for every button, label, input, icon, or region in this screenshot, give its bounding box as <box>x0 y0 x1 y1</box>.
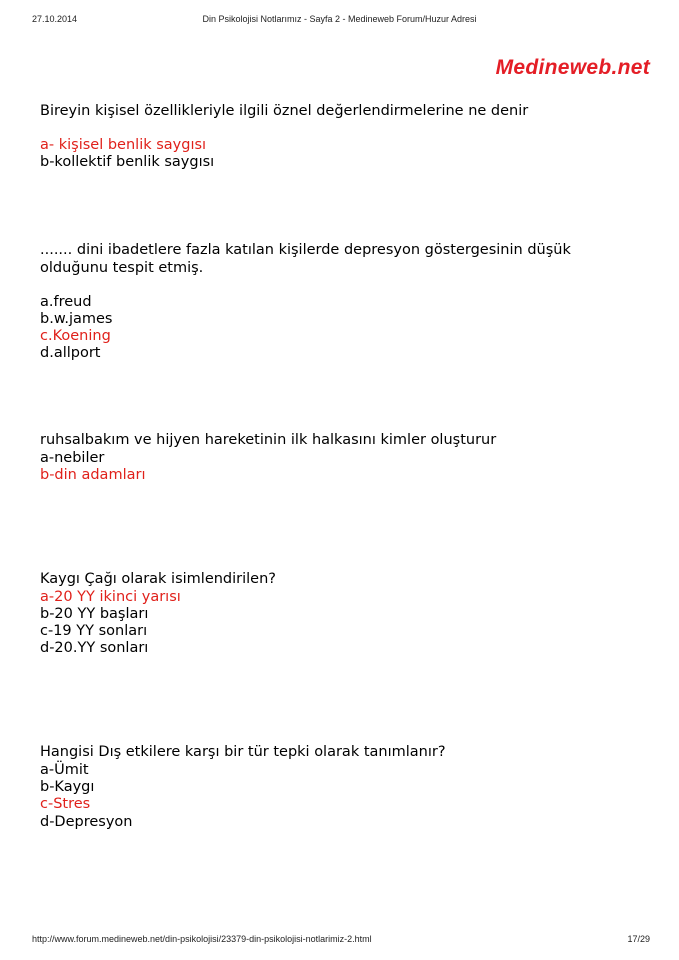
page-number: 17/29 <box>627 934 650 944</box>
question-5-option-c: c-Stres <box>40 796 91 812</box>
question-4-option-d: d-20.YY sonları <box>40 640 149 656</box>
question-2-option-c: c.Koening <box>40 328 111 344</box>
question-2-option-b: b.w.james <box>40 311 113 327</box>
question-5-prompt: Hangisi Dış etkilere karşı bir tür tepki olarak tanımlanır? <box>40 744 446 760</box>
question-3-prompt: ruhsalbakım ve hijyen hareketinin ilk halkasını kimler oluşturur <box>40 432 497 448</box>
question-1-option-b: b-kollektif benlik saygısı <box>40 154 215 170</box>
question-4-option-c: c-19 YY sonları <box>40 623 148 639</box>
question-5-option-d: d-Depresyon <box>40 814 133 830</box>
question-2-prompt-line-2: olduğunu tespit etmiş. <box>40 260 204 276</box>
question-3-option-a: a-nebiler <box>40 450 105 466</box>
question-4-option-b: b-20 YY başları <box>40 606 149 622</box>
question-2-option-d: d.allport <box>40 345 101 361</box>
question-4-option-a: a-20 YY ikinci yarısı <box>40 589 181 605</box>
footer-url: http://www.forum.medineweb.net/din-psikolojisi/23379-din-psikolojisi-notlarimiz-2.html <box>32 934 372 944</box>
question-3-option-b: b-din adamları <box>40 467 146 483</box>
print-date: 27.10.2014 <box>32 14 78 24</box>
question-2-prompt-line-1: ....... dini ibadetlere fazla katılan kişilerde depresyon göstergesinin düşük <box>40 242 571 258</box>
page-title: Din Psikolojisi Notlarımız - Sayfa 2 - Medineweb Forum/Huzur Adresi <box>202 14 477 24</box>
question-1-prompt: Bireyin kişisel özellikleriyle ilgili öznel değerlendirmelerine ne denir <box>40 103 529 119</box>
question-5-option-b: b-Kaygı <box>40 779 95 795</box>
question-1-option-a: a- kişisel benlik saygısı <box>40 137 207 153</box>
question-4-prompt: Kaygı Çağı olarak isimlendirilen? <box>40 571 276 587</box>
question-5-option-a: a-Ümit <box>40 762 89 778</box>
question-2-option-a: a.freud <box>40 294 92 310</box>
site-logo: Medineweb.net <box>495 56 650 79</box>
